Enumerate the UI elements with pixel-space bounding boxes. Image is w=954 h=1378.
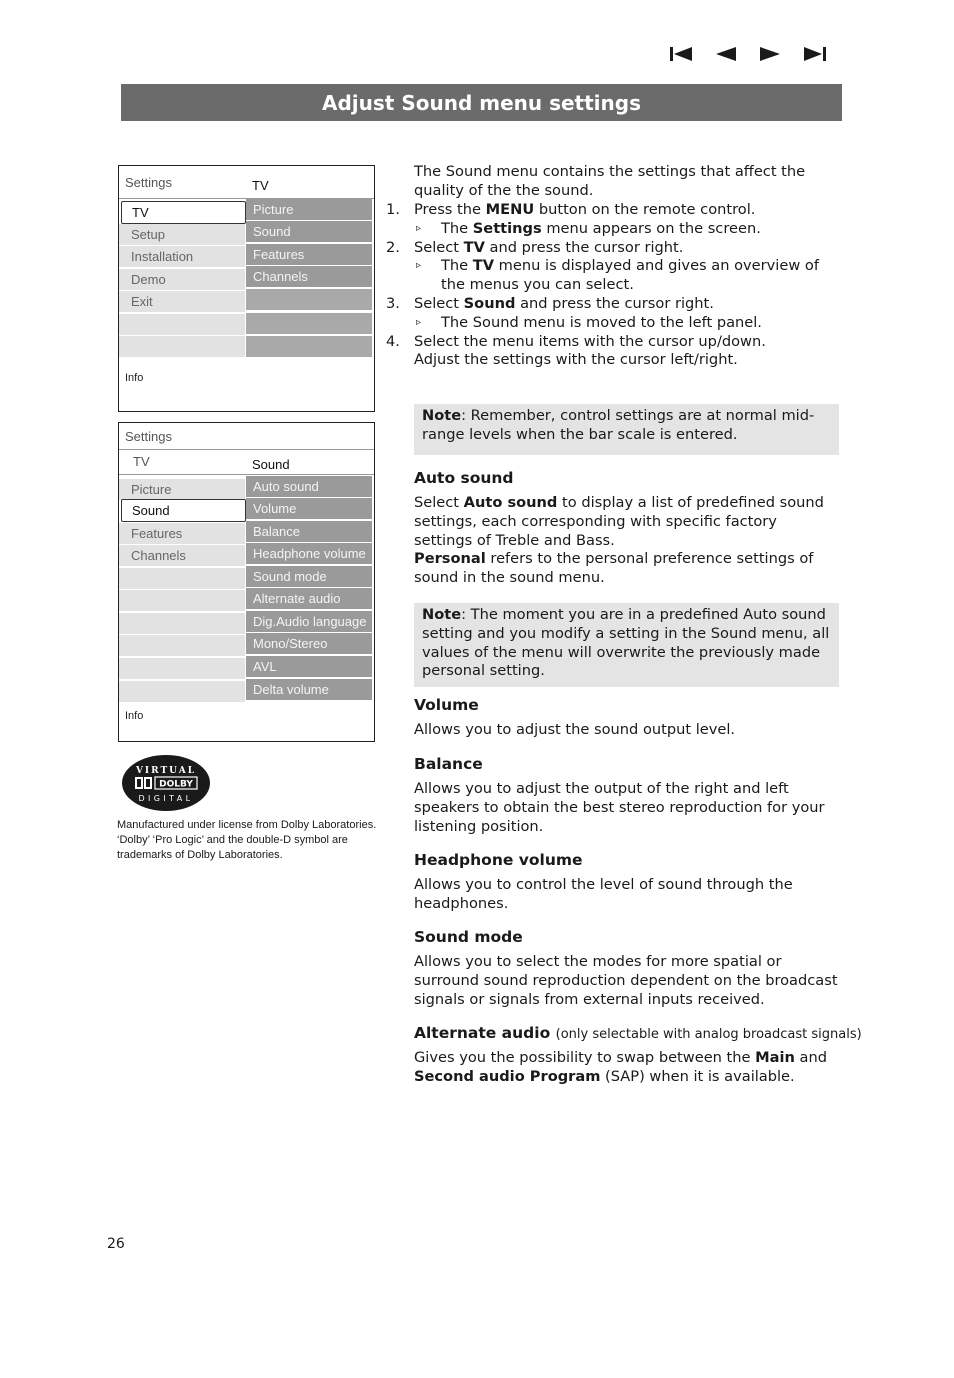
menu-item-label: Features — [131, 526, 183, 541]
menu-item-tv[interactable] — [121, 201, 246, 224]
menu-header — [119, 166, 374, 199]
submenu-item-sound[interactable] — [246, 221, 372, 242]
settings-menu-sound — [118, 422, 375, 742]
menu-item-label: Picture — [131, 482, 172, 497]
submenu-item-label: Headphone volume — [253, 546, 366, 561]
submenu-empty-row — [246, 313, 372, 334]
step-text: Select — [414, 294, 464, 312]
submenu-item-headphone-volume[interactable] — [246, 543, 372, 564]
menu-header — [119, 423, 374, 450]
step-number: 3. — [386, 294, 400, 312]
menu-item-label: Setup — [131, 227, 165, 242]
body-keyword: Personal — [414, 550, 486, 568]
submenu-item-balance[interactable] — [246, 521, 372, 542]
step-text: and press the cursor right. — [515, 294, 714, 312]
alternate-audio-text — [414, 1049, 839, 1087]
submenu-item-label: Channels — [253, 269, 308, 284]
body-text: refers to the personal preference settings of sound in the sound menu. — [414, 550, 814, 587]
heading-note: (only selectable with analog broadcast signals) — [555, 1027, 862, 1042]
menu-breadcrumb — [119, 450, 374, 475]
dolby-virtual-digital-logo — [121, 754, 211, 812]
dolby-trademark-note — [117, 818, 382, 863]
step-text: and press the cursor right. — [484, 238, 684, 256]
step-text: The — [441, 257, 473, 275]
section-heading-alternate-audio — [414, 1024, 862, 1042]
page-number: 26 — [107, 1236, 125, 1252]
menu-item-picture[interactable] — [119, 479, 245, 500]
menu-item-sound[interactable] — [121, 499, 246, 522]
step-text: menu appears on the screen. — [541, 219, 761, 237]
submenu-item-label: Sound mode — [253, 569, 327, 584]
section-heading-volume: Volume — [414, 696, 479, 714]
submenu-item-channels[interactable] — [246, 266, 372, 287]
submenu-empty-row — [246, 289, 372, 310]
menu-empty-row — [119, 681, 245, 702]
submenu-item-label: AVL — [253, 659, 277, 674]
step-result — [386, 220, 841, 239]
step-item — [386, 239, 841, 258]
menu-header-label: Settings — [125, 429, 172, 444]
menu-item-features[interactable] — [119, 523, 245, 544]
note-label: Note — [422, 606, 462, 623]
result-arrow-icon: ▹ — [416, 222, 422, 234]
submenu-item-label: Delta volume — [253, 682, 329, 697]
menu-breadcrumb-current: Sound — [252, 457, 290, 472]
logo-text-top: VIRTUAL — [135, 766, 197, 776]
headphone-text: Allows you to control the level of sound through the headphones. — [414, 876, 793, 912]
submenu-item-label: Balance — [253, 524, 300, 539]
note-text: : The moment you are in a predefined Auto sound setting and you modify a setting in the Sound menu, all values of the menu will overwrite the previously made personal setting. — [422, 606, 830, 680]
menu-header-label: Settings — [125, 175, 172, 190]
step-number: 4. — [386, 332, 400, 350]
menu-empty-row — [119, 635, 245, 656]
step-result — [386, 257, 841, 295]
result-arrow-icon: ▹ — [416, 260, 422, 272]
body-keyword: Main — [755, 1049, 795, 1066]
submenu-item-picture[interactable] — [246, 199, 372, 220]
menu-item-setup[interactable] — [119, 224, 245, 245]
menu-item-label: Exit — [131, 294, 153, 309]
submenu-item-label: Features — [253, 247, 305, 262]
section-heading-headphone-volume: Headphone volume — [414, 851, 583, 869]
step-item — [386, 333, 841, 371]
dolby-note-line: ‘Dolby’ ‘Pro Logic’ and the double-D symbol are trademarks of Dolby Laboratories. — [117, 834, 348, 861]
intro-paragraph: The Sound menu contains the settings that affect the quality of the the sound. — [414, 163, 806, 199]
note-text: : Remember, control settings are at normal mid-range levels when the bar scale is entered. — [422, 407, 815, 443]
body-text: Select — [414, 494, 464, 511]
menu-item-demo[interactable] — [119, 269, 245, 290]
page-title: Adjust Sound menu settings — [121, 84, 842, 121]
step-text: Press the — [414, 201, 486, 218]
submenu-empty-row — [246, 336, 372, 357]
instruction-steps — [386, 201, 841, 370]
skip-to-end-icon[interactable] — [802, 42, 828, 66]
submenu-item-label: Picture — [253, 202, 294, 217]
menu-empty-row — [119, 314, 245, 335]
menu-item-label: Installation — [131, 249, 194, 264]
sound-mode-text: Allows you to select the modes for more spatial or surround sound reproduction dependent on the broadcast signals or signals from external inputs received. — [414, 953, 838, 1008]
menu-item-label: TV — [132, 205, 149, 220]
section-heading-balance: Balance — [414, 755, 483, 773]
submenu-item-dig-audio-language[interactable] — [246, 611, 372, 632]
menu-empty-row — [119, 568, 245, 589]
step-text: The — [441, 219, 473, 237]
next-icon[interactable] — [758, 42, 782, 66]
step-text: The Sound menu is moved to the left panel. — [441, 313, 762, 331]
submenu-item-label: Sound — [253, 224, 291, 239]
previous-icon[interactable] — [714, 42, 738, 66]
menu-item-exit[interactable] — [119, 291, 245, 312]
submenu-item-auto-sound[interactable] — [246, 476, 372, 497]
submenu-item-alternate-audio[interactable] — [246, 588, 372, 609]
submenu-item-label: Mono/Stereo — [253, 636, 328, 651]
submenu-item-label: Auto sound — [253, 479, 319, 494]
step-number: 1. — [386, 201, 400, 218]
step-keyword: TV — [472, 257, 495, 275]
menu-empty-row — [119, 336, 245, 357]
menu-empty-row — [119, 590, 245, 611]
volume-text: Allows you to adjust the sound output level. — [414, 721, 736, 738]
step-text: Adjust the settings with the cursor left/right. — [414, 351, 738, 369]
settings-menu-tv — [118, 165, 375, 412]
heading-text: Alternate audio — [414, 1024, 551, 1042]
menu-empty-row — [119, 658, 245, 679]
menu-item-label: Channels — [131, 548, 186, 563]
menu-item-label: Demo — [131, 272, 166, 287]
step-number: 2. — [386, 238, 400, 256]
menu-header-value: TV — [252, 178, 269, 193]
note-box — [414, 404, 839, 455]
menu-item-label: Sound — [132, 503, 170, 518]
note-label: Note — [422, 407, 462, 424]
body-text: and — [794, 1049, 828, 1066]
logo-text-bottom: DIGITAL — [138, 794, 194, 803]
step-text: Select — [414, 238, 464, 256]
menu-empty-row — [119, 613, 245, 634]
note-box — [414, 603, 839, 687]
step-result — [386, 314, 841, 333]
submenu-item-sound-mode[interactable] — [246, 566, 372, 587]
submenu-item-avl[interactable] — [246, 656, 372, 677]
submenu-item-delta-volume[interactable] — [246, 679, 372, 700]
submenu-item-label: Alternate audio — [253, 591, 341, 606]
result-arrow-icon: ▹ — [416, 316, 422, 328]
step-keyword: MENU — [485, 201, 535, 218]
submenu-item-label: Dig.Audio language — [253, 614, 367, 629]
body-text: Gives you the possibility to swap between the — [414, 1049, 756, 1066]
menu-info: Info — [125, 710, 144, 722]
body-text: (SAP) when it is available. — [600, 1067, 795, 1085]
navigation-icons — [668, 42, 830, 66]
menu-breadcrumb-parent: TV — [133, 454, 150, 469]
balance-text: Allows you to adjust the output of the right and left speakers to obtain the best stereo reproduction for your listening position. — [414, 780, 825, 835]
submenu-item-features[interactable] — [246, 244, 372, 265]
section-heading-auto-sound: Auto sound — [414, 469, 514, 487]
body-keyword: Auto sound — [463, 494, 558, 511]
step-text: button on the remote control. — [534, 201, 756, 218]
dolby-note-line: Manufactured under license from Dolby Laboratories. — [117, 819, 377, 831]
auto-sound-text — [414, 494, 839, 588]
menu-item-installation[interactable] — [119, 246, 245, 267]
section-heading-sound-mode: Sound mode — [414, 928, 523, 946]
submenu-item-volume[interactable] — [246, 498, 372, 519]
step-text: menu is displayed and gives an overview of the menus you can select. — [441, 257, 819, 294]
menu-info: Info — [125, 372, 144, 384]
step-item — [386, 201, 841, 220]
step-keyword: Sound — [463, 294, 516, 312]
body-keyword: Second audio Program — [414, 1067, 601, 1085]
body-text: to display a list of predefined sound settings, each corresponding with specific factory settings of Treble and Bass. — [414, 494, 824, 549]
step-keyword: TV — [463, 238, 485, 256]
submenu-item-mono-stereo[interactable] — [246, 633, 372, 654]
step-text: Select the menu items with the cursor up/down. — [414, 332, 766, 350]
submenu-item-label: Volume — [253, 501, 297, 516]
step-item — [386, 295, 841, 314]
skip-to-start-icon[interactable] — [668, 42, 694, 66]
step-keyword: Settings — [472, 219, 542, 237]
logo-text-mid: DOLBY — [159, 779, 193, 790]
menu-item-channels[interactable] — [119, 545, 245, 566]
